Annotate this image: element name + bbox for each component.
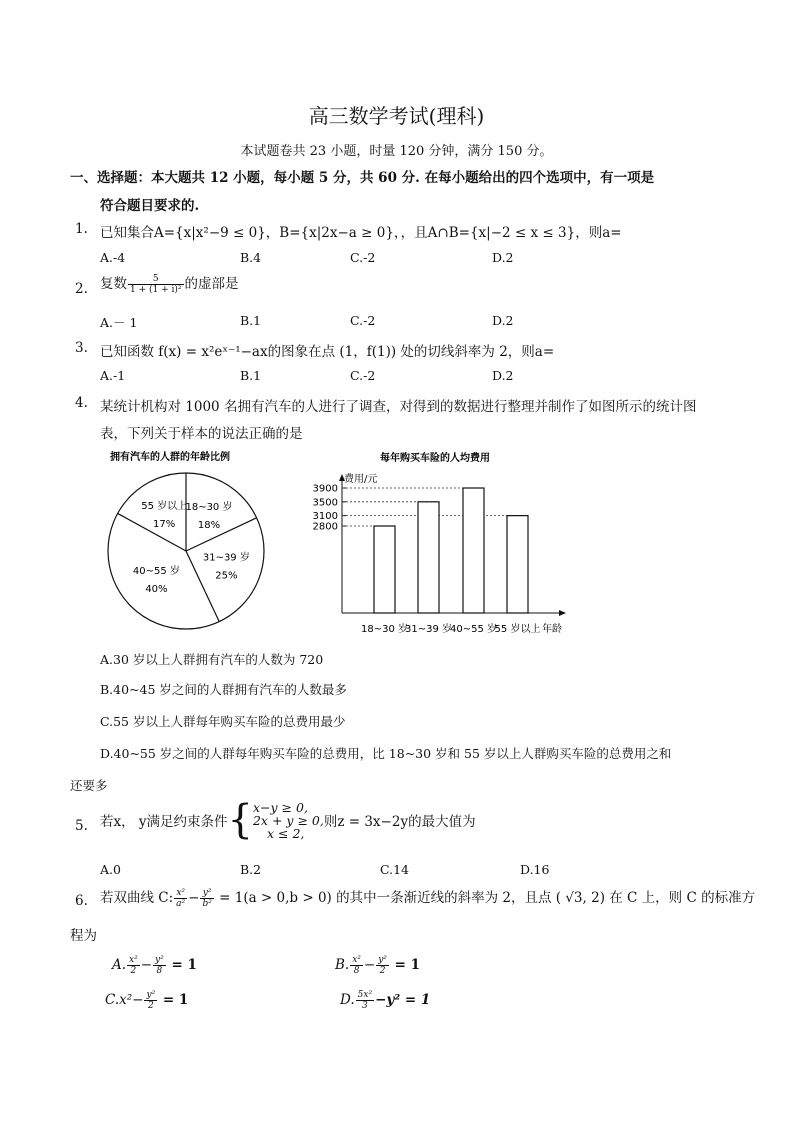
bar-ticks bbox=[313, 484, 346, 533]
q6-opt-b-frac1-den: 8 bbox=[353, 966, 360, 976]
q2-stem bbox=[100, 272, 239, 295]
q6-frac-x-num: x² bbox=[174, 888, 187, 899]
q6-option-b bbox=[335, 955, 420, 976]
pie-title: 拥有汽车的人群的年龄比例 bbox=[110, 452, 230, 463]
q2-number: 2. bbox=[75, 281, 88, 297]
q2-prefix: 复数 bbox=[100, 276, 127, 292]
q4-option-a: A.30 岁以上人群拥有汽车的人数为 720 bbox=[100, 652, 324, 667]
q5-option-a: A.0 bbox=[100, 862, 121, 877]
q6-opt-a-frac2 bbox=[153, 955, 166, 976]
q6-opt-d-frac-den: 3 bbox=[361, 1001, 368, 1011]
q1-number: 1. bbox=[75, 221, 88, 237]
q3-option-b: B.1 bbox=[240, 368, 262, 383]
q5-prefix: 若x， y满足约束条件 bbox=[100, 814, 228, 830]
q4-option-d: D.40~55 岁之间的人群每年购买车险的总费用，比 18~30 岁和 55 岁以上人群购买车险的总费用之和 bbox=[100, 746, 672, 761]
q6-option-a bbox=[112, 955, 197, 976]
q3-stem: 已知函数 f(x) = x²eˣ⁻¹−ax的图象在点 (1，f(1)) 处的切线斜率为 2，则a= bbox=[100, 344, 555, 360]
bar-ytick-label: 2800 bbox=[312, 521, 338, 533]
q6-opt-a-minus: − bbox=[140, 957, 153, 973]
q2-frac-den: 1 + (1 + i)² bbox=[130, 285, 182, 295]
q2-frac-num: 5 bbox=[128, 274, 184, 285]
q6-frac-y bbox=[200, 888, 213, 909]
q6-opt-b-minus: − bbox=[363, 957, 376, 973]
bar-category-label: 18~30 岁 bbox=[360, 624, 409, 635]
pie-category-label: 31~39 岁 bbox=[202, 552, 250, 564]
q6-opt-a-label: A. bbox=[112, 957, 127, 973]
q6-option-c bbox=[105, 990, 188, 1011]
section-heading-cont: 符合题目要求的. bbox=[100, 198, 200, 214]
q6-opt-b-frac2-num: y² bbox=[378, 955, 387, 965]
q3-option-a: A.-1 bbox=[100, 368, 126, 383]
q1-option-a: A.-4 bbox=[100, 250, 126, 265]
bar-category-label: 40~55 岁 bbox=[449, 624, 498, 635]
q2-option-d: D.2 bbox=[492, 313, 514, 328]
q6-opt-b-label: B. bbox=[335, 957, 350, 973]
q6-frac-x bbox=[174, 888, 187, 909]
exam-subtitle: 本试题卷共 23 小题，时量 120 分钟，满分 150 分。 bbox=[240, 144, 553, 159]
q5-c3: x ≤ 2, bbox=[266, 825, 305, 841]
pie-category-label: 18~30 岁 bbox=[185, 501, 233, 513]
q6-opt-a-frac2-num: y² bbox=[155, 955, 164, 965]
q4-number: 4. bbox=[75, 395, 88, 411]
pie-percent-label: 17% bbox=[153, 519, 176, 531]
q6-frac-x-den: a² bbox=[176, 899, 186, 909]
q4-option-b: B.40~45 岁之间的人群拥有汽车的人数最多 bbox=[100, 682, 347, 697]
q6-opt-b-frac2-den: 2 bbox=[379, 966, 386, 976]
page-title: 高三数学考试(理科) bbox=[308, 104, 485, 128]
q4-option-c: C.55 岁以上人群每年购买车险的总费用最少 bbox=[100, 714, 346, 729]
q5-brace: { bbox=[227, 797, 253, 843]
q6-frac-y-den: b² bbox=[202, 899, 212, 909]
bar-ytick-label: 3100 bbox=[312, 511, 338, 523]
bar bbox=[418, 502, 439, 613]
bar bbox=[507, 516, 528, 613]
q6-opt-d-frac-num: 5x² bbox=[357, 990, 373, 1000]
q6-stem bbox=[100, 886, 755, 909]
q6-opt-d-label: D. bbox=[340, 992, 355, 1008]
q6-opt-c-tail: = 1 bbox=[158, 992, 189, 1008]
q6-opt-b-frac1 bbox=[350, 955, 363, 976]
q5-c2: 2x + y ≥ 0, bbox=[252, 812, 324, 828]
pie-slices bbox=[108, 473, 264, 629]
q2-suffix: 的虚部是 bbox=[184, 276, 239, 292]
bar-categories bbox=[361, 622, 540, 635]
q5-suffix: 则z = 3x−2y的最大值为 bbox=[323, 814, 476, 830]
q2-option-b: B.1 bbox=[240, 313, 262, 328]
q4-stem-line2: 表，下列关于样本的说法正确的是 bbox=[100, 426, 303, 442]
q6-opt-a-frac1-den: 2 bbox=[130, 966, 137, 976]
q2-option-c: C.-2 bbox=[350, 313, 376, 328]
bar-title: 每年购买车险的人均费用 bbox=[380, 453, 490, 464]
q6-opt-c-frac-num: y² bbox=[146, 990, 156, 1000]
q3-option-d: D.2 bbox=[492, 368, 514, 383]
q6-opt-c-frac bbox=[144, 990, 157, 1011]
pie-category-label: 55 岁以上 bbox=[141, 501, 188, 513]
bar-category-label: 55 岁以上 bbox=[494, 624, 541, 635]
q5-stem bbox=[100, 797, 476, 843]
q1-stem: 已知集合A={x|x²−9 ≤ 0}，B={x|2x−a ≥ 0}，，且A∩B={x|−2 ≤ x ≤ 3}，则a= bbox=[100, 225, 622, 241]
q6-opt-a-frac1-num: x² bbox=[129, 955, 138, 965]
q5-option-c: C.14 bbox=[380, 862, 409, 877]
q1-option-c: C.-2 bbox=[350, 250, 376, 265]
q1-option-b: B.4 bbox=[240, 250, 262, 265]
q6-opt-c-frac-den: 2 bbox=[147, 1001, 154, 1011]
section-heading: 一、选择题：本大题共 12 小题，每小题 5 分，共 60 分. 在每小题给出的四个选项中，有一项是 bbox=[70, 170, 655, 186]
q5-c1: x−y ≥ 0, bbox=[252, 799, 308, 815]
q5-constraints bbox=[253, 801, 324, 840]
q4-stem-line1: 某统计机构对 1000 名拥有汽车的人进行了调查，对得到的数据进行整理并制作了如图所示的统计图 bbox=[100, 399, 697, 415]
q5-number: 5. bbox=[75, 818, 88, 834]
bar-ylabel: 费用/元 bbox=[344, 474, 378, 485]
q2-option-a: A.－ 1 bbox=[100, 315, 138, 330]
bar-category-label: 31~39 岁 bbox=[404, 624, 453, 635]
bar-xlabel: 年龄 bbox=[542, 624, 562, 635]
bar-rects bbox=[374, 488, 528, 613]
pie-percent-label: 40% bbox=[145, 583, 168, 595]
q5-option-d: D.16 bbox=[520, 862, 550, 877]
q6-opt-a-frac2-den: 8 bbox=[156, 966, 163, 976]
q6-number: 6. bbox=[75, 893, 88, 909]
q6-opt-d-frac bbox=[356, 990, 374, 1011]
q6-opt-d-tail: −y² = 1 bbox=[375, 992, 431, 1008]
q6-text-b: = 1(a > 0,b > 0) 的其中一条渐近线的斜率为 2，且点 ( √3, 2) 在 C 上，则 C 的标准方 bbox=[214, 890, 756, 906]
pie-category-label: 40~55 岁 bbox=[132, 565, 180, 577]
q6-opt-a-frac1 bbox=[127, 955, 140, 976]
bar bbox=[463, 488, 484, 613]
pie-chart bbox=[100, 448, 280, 632]
q6-frac-y-num: y² bbox=[200, 888, 213, 899]
q4-option-d-cont: 还要多 bbox=[70, 778, 108, 793]
q2-fraction bbox=[128, 274, 184, 295]
q6-opt-b-frac2 bbox=[376, 955, 389, 976]
q6-text-a: 若双曲线 C: bbox=[100, 890, 174, 906]
q6-opt-a-tail: = 1 bbox=[166, 957, 197, 973]
x-axis-arrow-icon bbox=[559, 610, 566, 616]
q6-opt-b-frac1-num: x² bbox=[352, 955, 361, 965]
q3-number: 3. bbox=[75, 340, 88, 356]
q6-minus: − bbox=[188, 890, 200, 906]
bar-ytick-label: 3900 bbox=[312, 483, 338, 495]
q6-option-d bbox=[340, 990, 430, 1011]
bar bbox=[374, 526, 395, 613]
q5-option-b: B.2 bbox=[240, 862, 262, 877]
q3-option-c: C.-2 bbox=[350, 368, 376, 383]
q6-opt-c-label: C.x²− bbox=[105, 992, 144, 1008]
bar-ytick-label: 3500 bbox=[312, 497, 338, 509]
q6-stem-line2: 程为 bbox=[70, 928, 97, 944]
bar-chart bbox=[300, 448, 590, 638]
q6-opt-b-tail: = 1 bbox=[389, 957, 421, 973]
pie-percent-label: 18% bbox=[197, 519, 221, 531]
q1-option-d: D.2 bbox=[492, 250, 514, 265]
pie-percent-label: 25% bbox=[215, 570, 238, 582]
